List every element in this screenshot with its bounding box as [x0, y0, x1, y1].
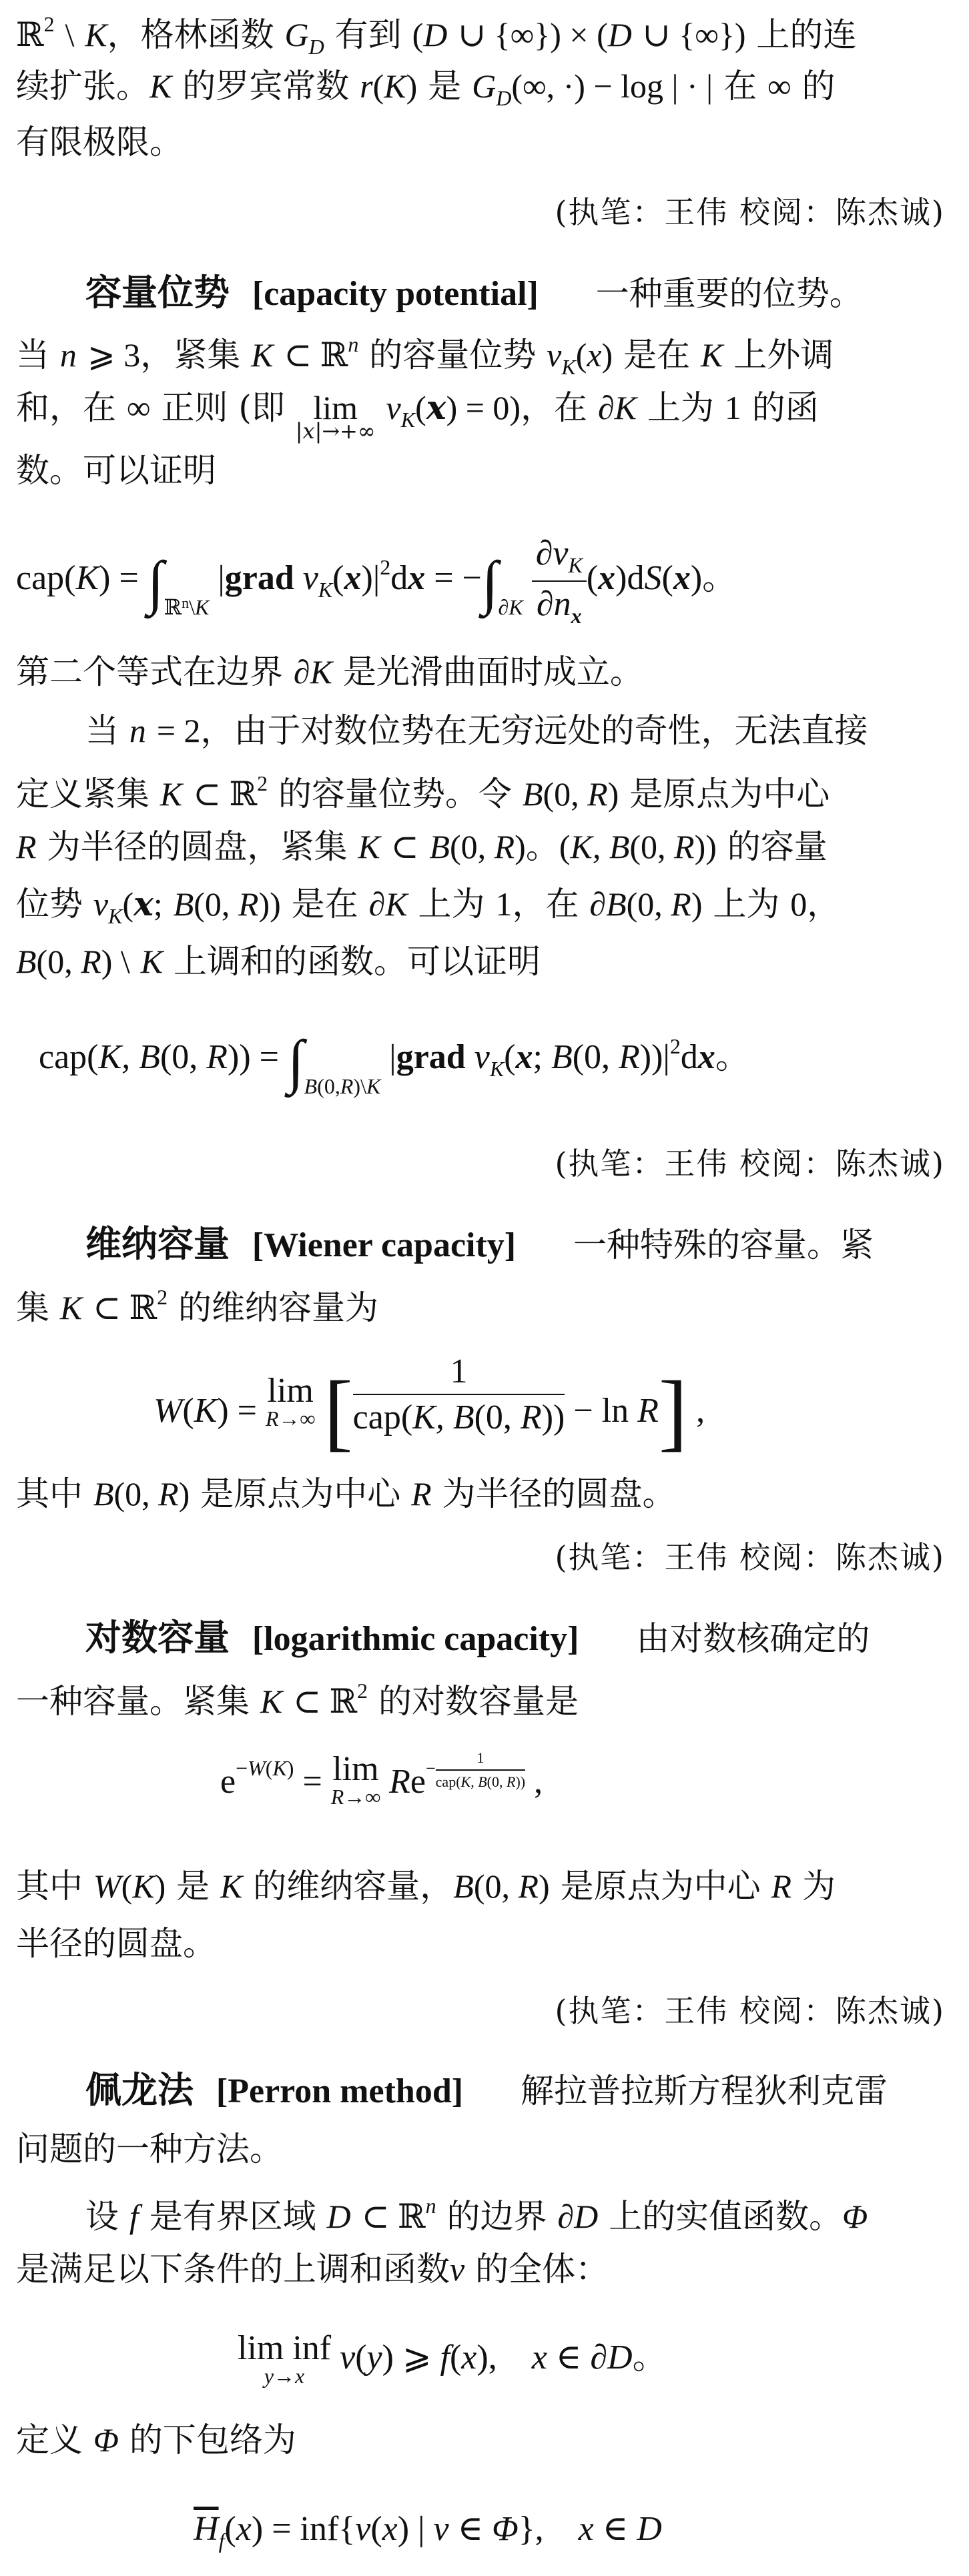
entry-heading-wiener-capacity — [85, 1223, 874, 1265]
pm-line3: 设 f 是有界区域 D ⊂ ℝ$^n$ 的边界 ∂D 上的实值函数。Φ — [85, 2194, 868, 2236]
term-definition: 一种特殊的容量。紧 — [573, 1226, 874, 1264]
term-definition: 解拉普拉斯方程狄利克雷 — [520, 2072, 888, 2110]
equation-wiener: W(K) = lim R→∞ [ $\frac{1}{\text{cap(K, B(0, R))}}$ − ln R] , — [153, 1352, 705, 1460]
cp-line10: B(0, R) \ K 上调和的函数。可以证明 — [16, 942, 541, 981]
equation-logarithmic: $e^{-W(K)} = \lim$ R→∞ $Re^{- \frac{1}{\text{cap(K, B(0, R))}}}$ , — [220, 1749, 543, 1809]
entry-heading-perron-method — [85, 2069, 888, 2111]
term-title: 容量位势 — [85, 272, 230, 314]
equation-cap-ball: cap(K, B(0, $R)) = \int_{B(0,R)\backslash K}$ |grad $\nu_K(x$; B(0, $R))|^2dx$。 — [39, 1029, 750, 1098]
cp-line8: R 为半径的圆盘，紧集 K ⊂ B(0, R)。(K, B(0, R)) 的容量 — [16, 827, 828, 866]
entry-heading-capacity-potential — [85, 272, 863, 314]
cp-line2: 当 n ⩾ 3，紧集 K ⊂ ℝ$^n$ 的容量位势 $\nu_K(x)$ 是在 K 上外调 — [16, 332, 834, 379]
cp-line5: 第二个等式在边界 ∂K 是光滑曲面时成立。 — [16, 653, 643, 691]
lc-line3: 其中 W(K) 是 K 的维纳容量，B(0, R) 是原点为中心 R 为 — [16, 1867, 836, 1905]
para0-line3: 有限极限。 — [16, 123, 183, 161]
term-english: [logarithmic capacity] — [252, 1620, 579, 1658]
credit-line: (执笔：王伟 校阅：陈杰诚) — [555, 1993, 945, 2029]
term-english: [Perron method] — [216, 2072, 464, 2110]
cp-line3: 和，在 ∞ 正则 (即 lim |x|→+∞ $\nu_K(x) = 0$)，在 ∂K 上为 1 的函 — [16, 388, 819, 444]
term-title: 佩龙法 — [85, 2069, 194, 2111]
pm-line4: 是满足以下条件的上调和函数v 的全体： — [16, 2250, 609, 2288]
term-definition: 一种重要的位势。 — [595, 274, 863, 313]
cp-line7: 定义紧集 K ⊂ ℝ$^2$ 的容量位势。令 B(0, R) 是原点为中心 — [16, 771, 830, 813]
equation-perron-condition: lim inf y→x v(y) ⩾ f(x), x ∈ ∂D。 — [238, 2329, 667, 2388]
term-title: 对数容量 — [85, 1617, 230, 1659]
para0-line1: ℝ$^2$ \ K，格林函数 $G_D$ 有到 (D ∪ {∞}) × (D ∪ {∞}) 上的连 — [16, 12, 857, 59]
wc-line3: 其中 B(0, R) 是原点为中心 R 为半径的圆盘。 — [16, 1474, 676, 1513]
credit-line: (执笔：王伟 校阅：陈杰诚) — [555, 1539, 945, 1575]
entry-heading-logarithmic-capacity — [85, 1617, 870, 1659]
credit-line: (执笔：王伟 校阅：陈杰诚) — [555, 194, 945, 230]
cp-line9: 位势 $\nu_K(x$; B(0, R)) 是在 ∂K 上为 1，在 ∂B(0, R) 上为 0， — [16, 884, 841, 928]
term-english: [capacity potential] — [252, 275, 539, 313]
pm-line2: 问题的一种方法。 — [16, 2130, 283, 2168]
lc-line2: 一种容量。紧集 K ⊂ ℝ$^2$ 的对数容量是 — [16, 1679, 579, 1721]
lc-line4: 半径的圆盘。 — [16, 1924, 216, 1963]
pm-line5: 定义 Φ 的下包络为 — [16, 2421, 296, 2459]
equation-lower-envelope: $\overline{H}_f(x) = inf\{v(x)$ | v ∈ Φ}, x ∈ D — [194, 2510, 662, 2553]
term-title: 维纳容量 — [85, 1223, 230, 1265]
wc-line2: 集 K ⊂ ℝ$^2$ 的维纳容量为 — [16, 1285, 379, 1327]
equation-capacity: $cap(K) = \int_{ℝ^n\backslash K}$ |grad $\nu_K(x)|^2dx = -\int_{\partial K}$ $\frac{\partial\nu_K}{\partial n_x}$ (x)dS(x)。 — [16, 534, 737, 628]
cp-line4: 数。可以证明 — [16, 451, 216, 490]
cp-line6: 当 n = 2，由于对数位势在无穷远处的奇性，无法直接 — [85, 711, 868, 750]
para0-line2: 续扩张。K 的罗宾常数 r(K) 是 $G_D(\infty$, ·) − log | · | 在 ∞ 的 — [16, 67, 836, 110]
term-definition: 由对数核确定的 — [636, 1619, 870, 1658]
credit-line: (执笔：王伟 校阅：陈杰诚) — [555, 1146, 945, 1182]
term-english: [Wiener capacity] — [252, 1226, 517, 1264]
